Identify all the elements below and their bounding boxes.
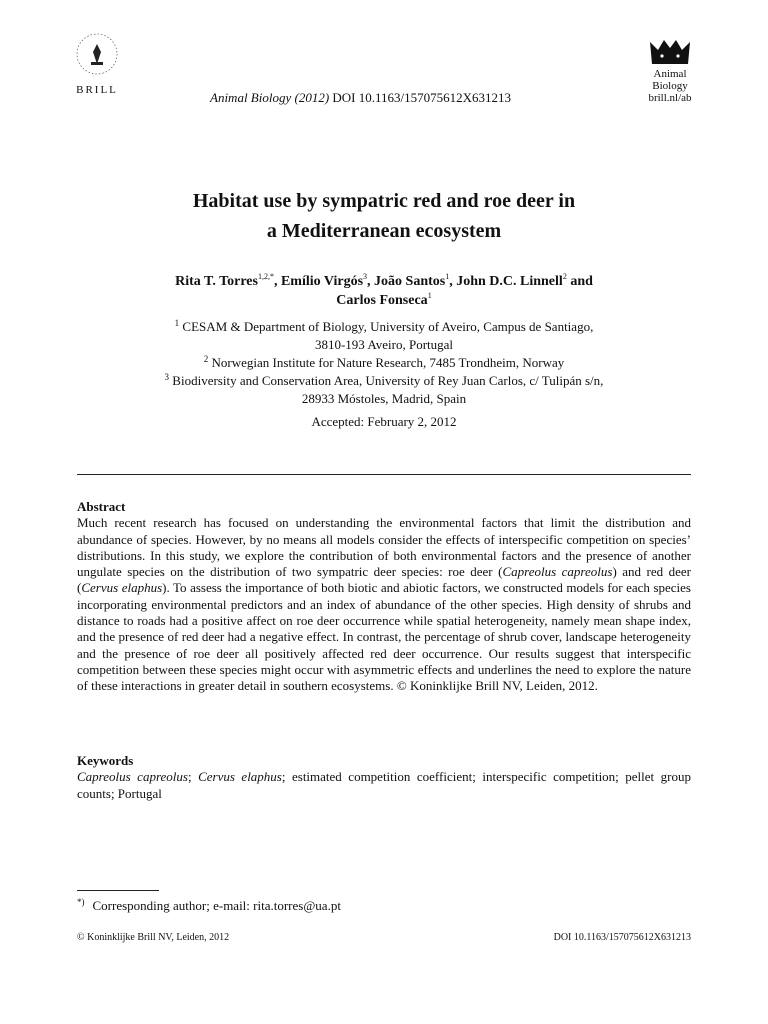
journal-citation: Animal Biology (2012) [210,90,330,105]
journal-logo-line1: Animal [653,68,687,80]
species-name: Cervus elaphus [198,769,282,785]
affiliations [100,318,668,408]
author-name: Carlos Fonseca [336,293,428,308]
affiliation-number: 1 [174,318,180,328]
abstract-text: Much recent research has focused on understanding the environmental factors that limit the distribution and abundance of species. However, by no means all models consider the effects of interspecific competition on species’ distributions. In this study, we explore the contribution of both environmental factors and the presence of another ungulate species on the distribution of two sympatric deer species: roe deer ( [77,515,691,580]
affiliation-3 [100,372,668,390]
publisher-logo [68,32,126,96]
journal-logo-line2: Biology [652,80,688,92]
abstract-section [77,499,691,695]
footnote-mark: *) [77,897,85,907]
title-line-2: a Mediterranean ecosystem [266,220,502,242]
author-separator: , [273,274,281,289]
affiliation-text: Biodiversity and Conservation Area, University of Rey Juan Carlos, c/ Tulipán s/n, [172,373,604,388]
affiliation-3-line2: 28933 Móstoles, Madrid, Spain [301,391,467,406]
author-marks: 2 [562,272,567,281]
species-name: Capreolus capreolus [77,769,188,785]
crown-icon [648,38,692,66]
author-marks: 1,2,* [257,272,274,281]
author-marks: 1 [445,272,450,281]
keywords-body [77,769,691,802]
journal-url: brill.nl/ab [648,92,692,104]
author-separator: , [449,274,457,289]
author-list [90,272,678,310]
footer-doi: DOI 10.1163/157075612X631213 [553,932,691,943]
keywords-text: ; [187,769,199,785]
keywords-text: ; estimated competition coefficient; interspecific competition; pellet group counts; Portugal [77,769,691,801]
journal-logo [630,38,710,104]
affiliation-number: 2 [203,354,209,364]
abstract-body [77,515,691,694]
author-name: Emílio Virgós [280,274,364,289]
species-name: Capreolus capreolus [502,564,613,580]
affiliation-2 [100,354,668,372]
affiliation-1 [100,318,668,336]
affiliation-text: Norwegian Institute for Nature Research, 7485 Trondheim, Norway [211,355,565,370]
footnote-rule [77,890,159,891]
affiliation-1-line2: 3810-193 Aveiro, Portugal [314,337,454,352]
divider [77,474,691,475]
author-separator: , [367,274,375,289]
author-marks: 3 [363,272,368,281]
journal-citation-line [210,90,511,106]
keywords-section [77,753,691,802]
article-title [0,186,768,246]
author-separator: and [566,274,593,289]
publisher-name: BRILL [76,84,118,96]
author-marks: 1 [427,291,432,300]
author-name: John D.C. Linnell [456,274,563,289]
species-name: Cervus elaphus [81,580,163,596]
abstract-text: ). To assess the importance of both biotic and abiotic factors, we constructed models for each species incorporating environmental predictors and an index of abundance of the other species. High density of shrubs and distance to roads had a positive affect on roe deer occurrence while spatial heterogeneity, namely mean shape index, and the presence of red deer had a negative effect. In contrast, the percentage of shrub cover, landscape heterogeneity and the presence of roe deer all positively affected red deer occurrence. Our results suggest that interspecific competition between these species might occur with asymmetric effects and underlines the need to explore the nature of these interactions in greater detail in southern ecosystems. © Koninklijke Brill NV, Leiden, 2012. [77,580,691,694]
footnote [77,898,341,914]
abstract-heading: Abstract [77,499,126,514]
article-doi: DOI 10.1163/157075612X631213 [332,90,512,105]
affiliation-text: CESAM & Department of Biology, University of Aveiro, Campus de Santiago, [182,319,594,334]
abstract-text: ) and red deer ( [77,564,691,596]
author-name: João Santos [374,274,446,289]
keywords-heading: Keywords [77,753,134,768]
footer-copyright: © Koninklijke Brill NV, Leiden, 2012 [77,932,230,943]
affiliation-number: 3 [164,372,170,382]
title-line-1: Habitat use by sympatric red and roe deer in [192,190,576,212]
author-name: Rita T. Torres [175,274,258,289]
footnote-text: Corresponding author; e-mail: rita.torres@ua.pt [92,898,341,913]
accepted-date: Accepted: February 2, 2012 [311,414,457,429]
brill-seal-icon [75,32,119,76]
